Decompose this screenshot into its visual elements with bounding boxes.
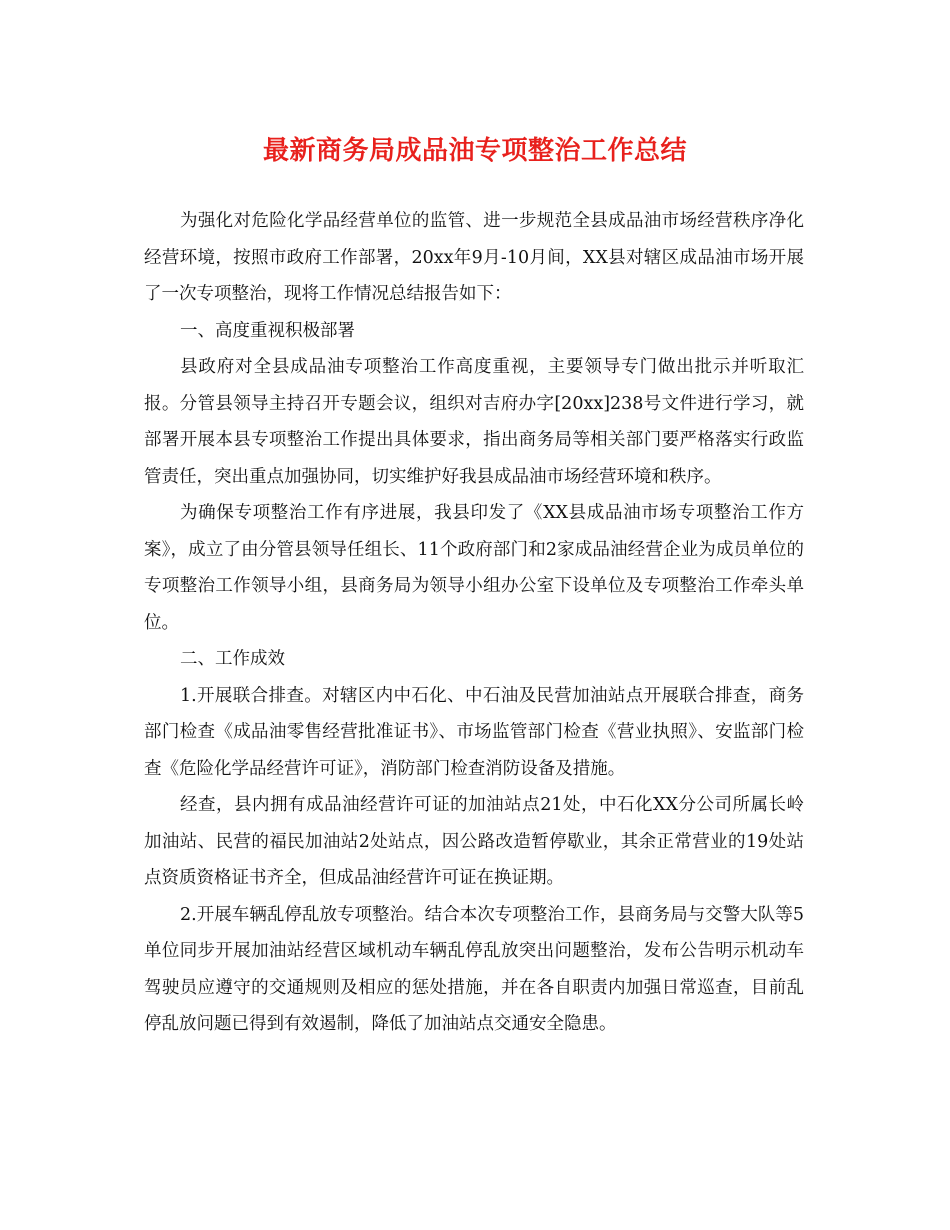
paragraph-2: 为确保专项整治工作有序进展，我县印发了《XX县成品油市场专项整治工作方案》，成立了由分管县领导任组长、11个政府部门和2家成品油经营企业为成员单位的专项整治工作领导小组，县商务局为领导小组办公室下设单位及专项整治工作牵头单位。 [144, 503, 804, 633]
section-heading-1: 一、高度重视积极部署 [180, 320, 355, 341]
section-heading-2: 二、工作成效 [180, 649, 285, 669]
paragraph-1: 县政府对全县成品油专项整治工作高度重视，主要领导专门做出批示并听取汇报。分管县领导主持召开专题会议，组织对吉府办字[20xx]238号文件进行学习，就部署开展本县专项整治工作提出具体要求，指出商务局等相关部门要严格落实行政监管责任，突出重点加强协同，切实维护好我县成品油市场经营环境和秩序。 [144, 357, 804, 487]
paragraph-intro: 为强化对危险化学品经营单位的监管、进一步规范全县成品油市场经营秩序净化经营环境，按照市政府工作部署，20xx年9月-10月间，XX县对辖区成品油市场开展了一次专项整治，现将工作情况总结报告如下： [144, 211, 804, 304]
paragraph-5: 2.开展车辆乱停乱放专项整治。结合本次专项整治工作，县商务局与交警大队等5单位同步开展加油站经营区域机动车辆乱停乱放突出问题整治，发布公告明示机动车驾驶员应遵守的交通规则及相应的惩处措施，并在各自职责内加强日常巡查，目前乱停乱放问题已得到有效遏制，降低了加油站点交通安全隐患。 [144, 904, 804, 1034]
paragraph-4: 经查，县内拥有成品油经营许可证的加油站点21处，中石化XX分公司所属长岭加油站、民营的福民加油站2处站点，因公路改造暂停歇业，其余正常营业的19处站点资质资格证书齐全，但成品油经营许可证在换证期。 [144, 795, 804, 888]
document-title: 最新商务局成品油专项整治工作总结 [262, 136, 687, 166]
paragraph-3: 1.开展联合排查。对辖区内中石化、中石油及民营加油站点开展联合排查，商务部门检查《成品油零售经营批准证书》、市场监管部门检查《营业执照》、安监部门检查《危险化学品经营许可证》，消防部门检查消防设备及措施。 [144, 685, 804, 779]
document-body [144, 203, 804, 1043]
